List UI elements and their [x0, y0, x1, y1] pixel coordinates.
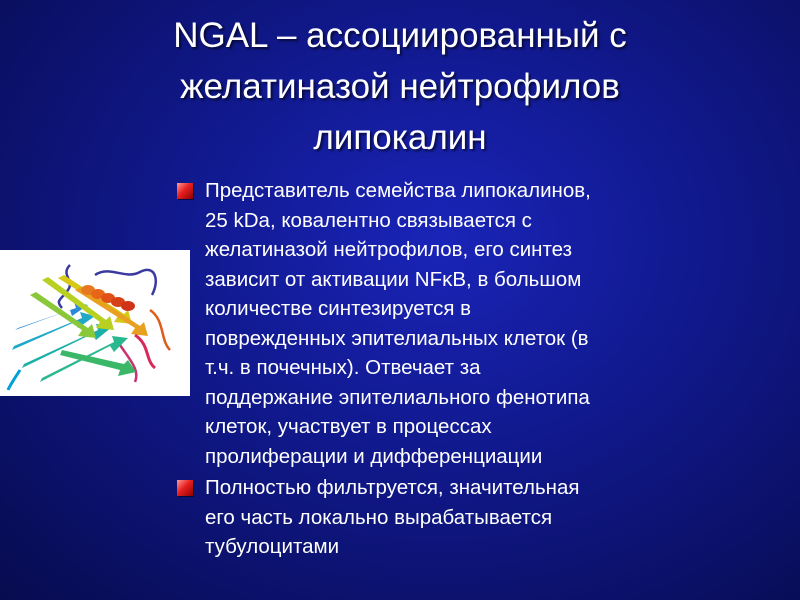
slide-title	[60, 10, 740, 163]
bullet-line: пролиферации и дифференциации	[205, 444, 543, 468]
bullet-line: тубулоцитами	[205, 535, 340, 558]
bullet-line: Полностью фильтруется, значительная	[205, 476, 580, 499]
bullet-line: количестве синтезируется в	[205, 297, 472, 320]
bullet-line: клеток, участвует в процессах	[205, 415, 492, 438]
protein-ribbon-icon	[0, 250, 190, 396]
bullet-square-icon	[177, 480, 193, 496]
bullet-list	[177, 176, 777, 564]
bullet-line: 25 kDa, ковалентно связывается с	[205, 208, 532, 232]
bullet-line: т.ч. в почечных). Отвечает за	[205, 356, 481, 379]
title-line: желатиназой нейтрофилов	[180, 67, 620, 106]
bullet-line: Представитель семейства липокалинов,	[205, 179, 591, 202]
bullet-item	[177, 176, 777, 471]
title-line: NGAL – ассоциированный с	[173, 16, 627, 55]
bullet-text	[205, 473, 777, 562]
bullet-text	[205, 176, 777, 471]
bullet-square-icon	[177, 183, 193, 199]
bullet-line: поддержание эпителиального фенотипа	[205, 385, 590, 409]
bullet-line: поврежденных эпителиальных клеток (в	[205, 326, 589, 350]
bullet-line: зависит от активации NFκB, в большом	[205, 267, 582, 291]
bullet-line: желатиназой нейтрофилов, его синтез	[205, 238, 573, 261]
title-line: липокалин	[313, 118, 487, 157]
protein-structure-image	[0, 250, 190, 396]
bullet-item	[177, 473, 777, 562]
bullet-line: его часть локально вырабатывается	[205, 505, 553, 529]
